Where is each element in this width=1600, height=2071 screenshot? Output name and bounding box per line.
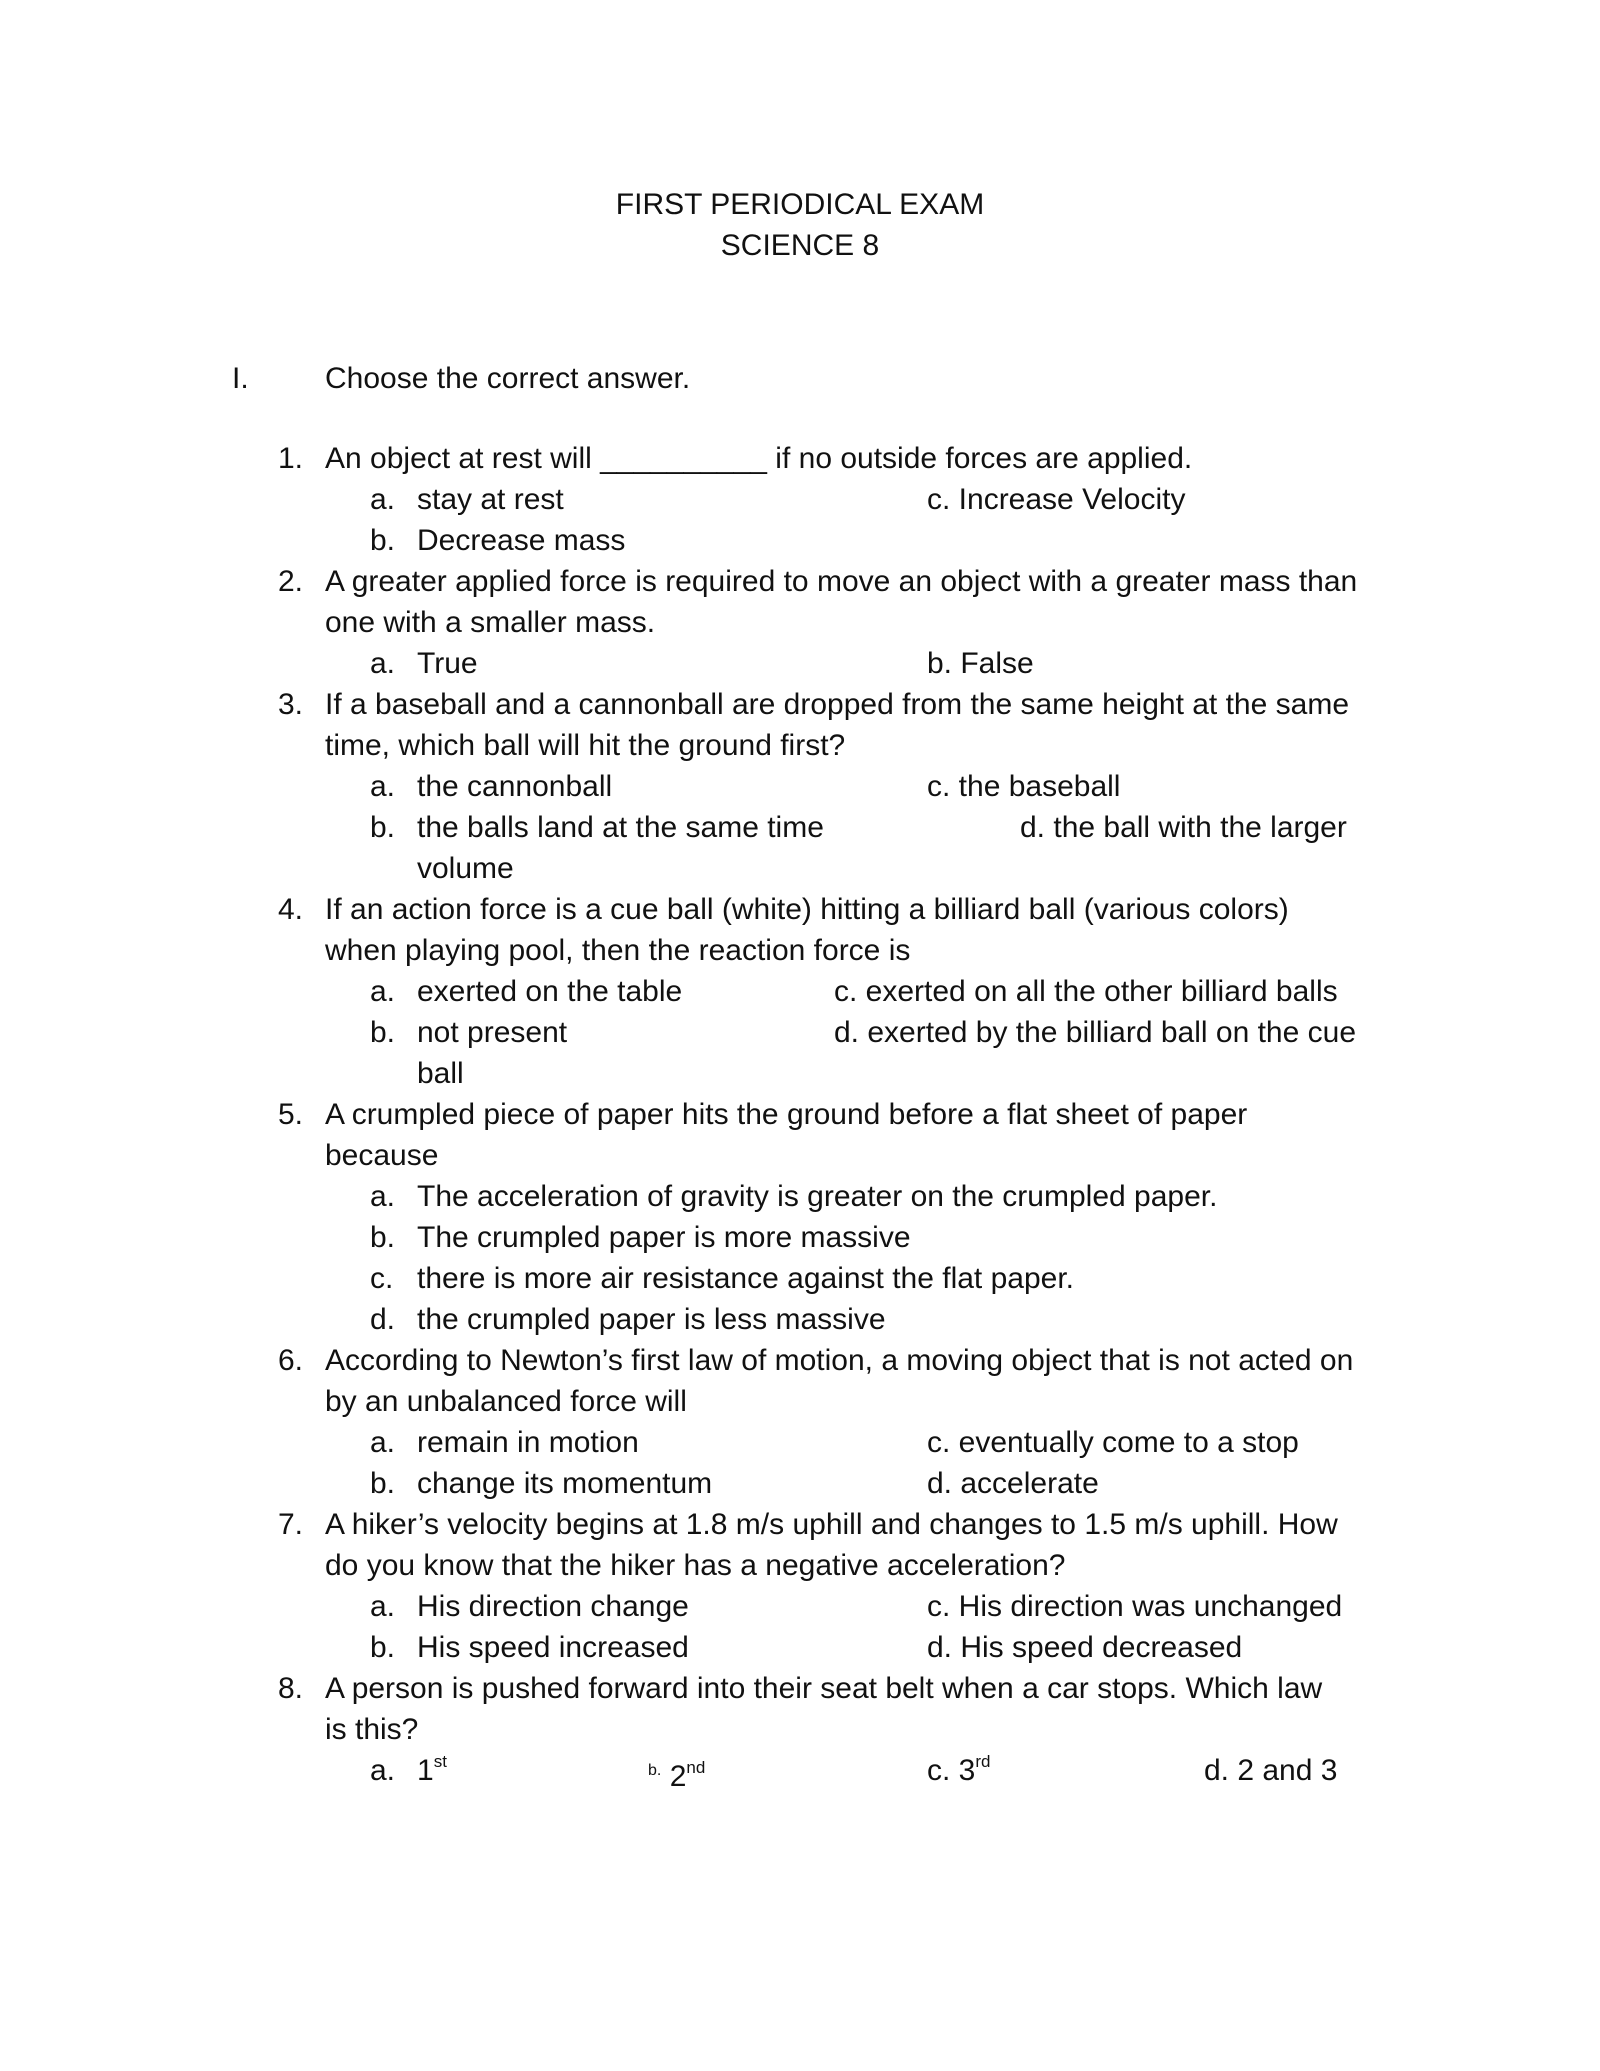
question-text: do you know that the hiker has a negative acceleration? — [325, 1549, 1066, 1582]
choice-letter: b. — [370, 524, 396, 557]
question-number: 5. — [278, 1098, 304, 1131]
choice-c: c. the baseball — [927, 770, 1121, 803]
choice-a: True — [417, 647, 478, 680]
question-number: 3. — [278, 688, 304, 721]
question-text: one with a smaller mass. — [325, 606, 656, 639]
choice-a: exerted on the table — [417, 975, 683, 1008]
choice-d: d. exerted by the billiard ball on the cue — [834, 1016, 1356, 1049]
choice-a: stay at rest — [417, 483, 564, 516]
choice-a-number: 1 — [417, 1754, 434, 1787]
choice-c-suffix: rd — [975, 1752, 991, 1771]
choice-b: Decrease mass — [417, 524, 626, 557]
choice-b: His speed increased — [417, 1631, 689, 1664]
choice-b-letter: b. — [648, 1762, 662, 1779]
choice-letter: d. — [370, 1303, 396, 1336]
choice-b: not present — [417, 1016, 568, 1049]
choice-b: change its momentum — [417, 1467, 713, 1500]
exam-subject: SCIENCE 8 — [720, 229, 880, 262]
question-number: 6. — [278, 1344, 304, 1377]
choice-c: c. eventually come to a stop — [927, 1426, 1299, 1459]
question-text: If an action force is a cue ball (white) hitting a billiard ball (various colors) — [325, 893, 1289, 926]
choice-a: remain in motion — [417, 1426, 639, 1459]
choice-c: c. His direction was unchanged — [927, 1590, 1343, 1623]
choice-b-number: 2 — [669, 1760, 687, 1793]
choice-letter: a. — [370, 975, 396, 1008]
choice-letter: b. — [370, 1221, 396, 1254]
choice-a: The acceleration of gravity is greater on the crumpled paper. — [417, 1180, 1218, 1213]
exam-title: FIRST PERIODICAL EXAM — [615, 188, 985, 221]
choice-letter: b. — [370, 811, 396, 844]
choice-b-suffix: nd — [686, 1758, 706, 1777]
choice-letter: a. — [370, 483, 396, 516]
question-text: If a baseball and a cannonball are dropped from the same height at the same — [325, 688, 1349, 721]
choice-letter: b. — [370, 1631, 396, 1664]
choice-letter: a. — [370, 770, 396, 803]
choice-letter: a. — [370, 1754, 396, 1787]
choice-d: d. the ball with the larger — [1020, 811, 1347, 844]
choice-c — [927, 1750, 990, 1791]
choice-d-continued: ball — [417, 1057, 464, 1090]
choice-letter: b. — [370, 1467, 396, 1500]
choice-letter: a. — [370, 647, 396, 680]
question-number: 8. — [278, 1672, 304, 1705]
question-number: 1. — [278, 442, 304, 475]
choice-c: there is more air resistance against the flat paper. — [417, 1262, 1075, 1295]
choice-b — [648, 1750, 705, 1797]
choice-letter: a. — [370, 1590, 396, 1623]
choice-d: d. His speed decreased — [927, 1631, 1243, 1664]
question-text: According to Newton’s first law of motion, a moving object that is not acted on — [325, 1344, 1354, 1377]
choice-c-text: c. 3 — [927, 1754, 976, 1787]
question-text: A hiker’s velocity begins at 1.8 m/s uphill and changes to 1.5 m/s uphill. How — [325, 1508, 1338, 1541]
question-text: time, which ball will hit the ground first? — [325, 729, 846, 762]
section-instruction: Choose the correct answer. — [325, 362, 691, 395]
choice-c: c. exerted on all the other billiard balls — [834, 975, 1338, 1008]
question-text: An object at rest will __________ if no outside forces are applied. — [325, 442, 1193, 475]
choice-b: the balls land at the same time — [417, 811, 824, 844]
choice-a: the cannonball — [417, 770, 613, 803]
question-number: 7. — [278, 1508, 304, 1541]
choice-letter: b. — [370, 1016, 396, 1049]
choice-a: His direction change — [417, 1590, 689, 1623]
choice-d: d. accelerate — [927, 1467, 1099, 1500]
choice-d: d. 2 and 3 — [1204, 1754, 1338, 1787]
question-text: by an unbalanced force will — [325, 1385, 687, 1418]
question-number: 4. — [278, 893, 304, 926]
question-text: A crumpled piece of paper hits the ground before a flat sheet of paper — [325, 1098, 1248, 1131]
choice-a — [417, 1750, 447, 1791]
section-numeral: I. — [232, 362, 249, 395]
choice-b: The crumpled paper is more massive — [417, 1221, 911, 1254]
question-number: 2. — [278, 565, 304, 598]
choice-d-continued: volume — [417, 852, 514, 885]
choice-d: the crumpled paper is less massive — [417, 1303, 886, 1336]
question-text: A person is pushed forward into their seat belt when a car stops. Which law — [325, 1672, 1323, 1705]
question-text: is this? — [325, 1713, 419, 1746]
question-text: when playing pool, then the reaction force is — [325, 934, 911, 967]
choice-a-suffix: st — [433, 1752, 447, 1771]
question-text: because — [325, 1139, 439, 1172]
question-text: A greater applied force is required to move an object with a greater mass than — [325, 565, 1358, 598]
choice-letter: a. — [370, 1180, 396, 1213]
choice-c: c. Increase Velocity — [927, 483, 1186, 516]
choice-letter: a. — [370, 1426, 396, 1459]
choice-letter: c. — [370, 1262, 394, 1295]
choice-b: b. False — [927, 647, 1034, 680]
